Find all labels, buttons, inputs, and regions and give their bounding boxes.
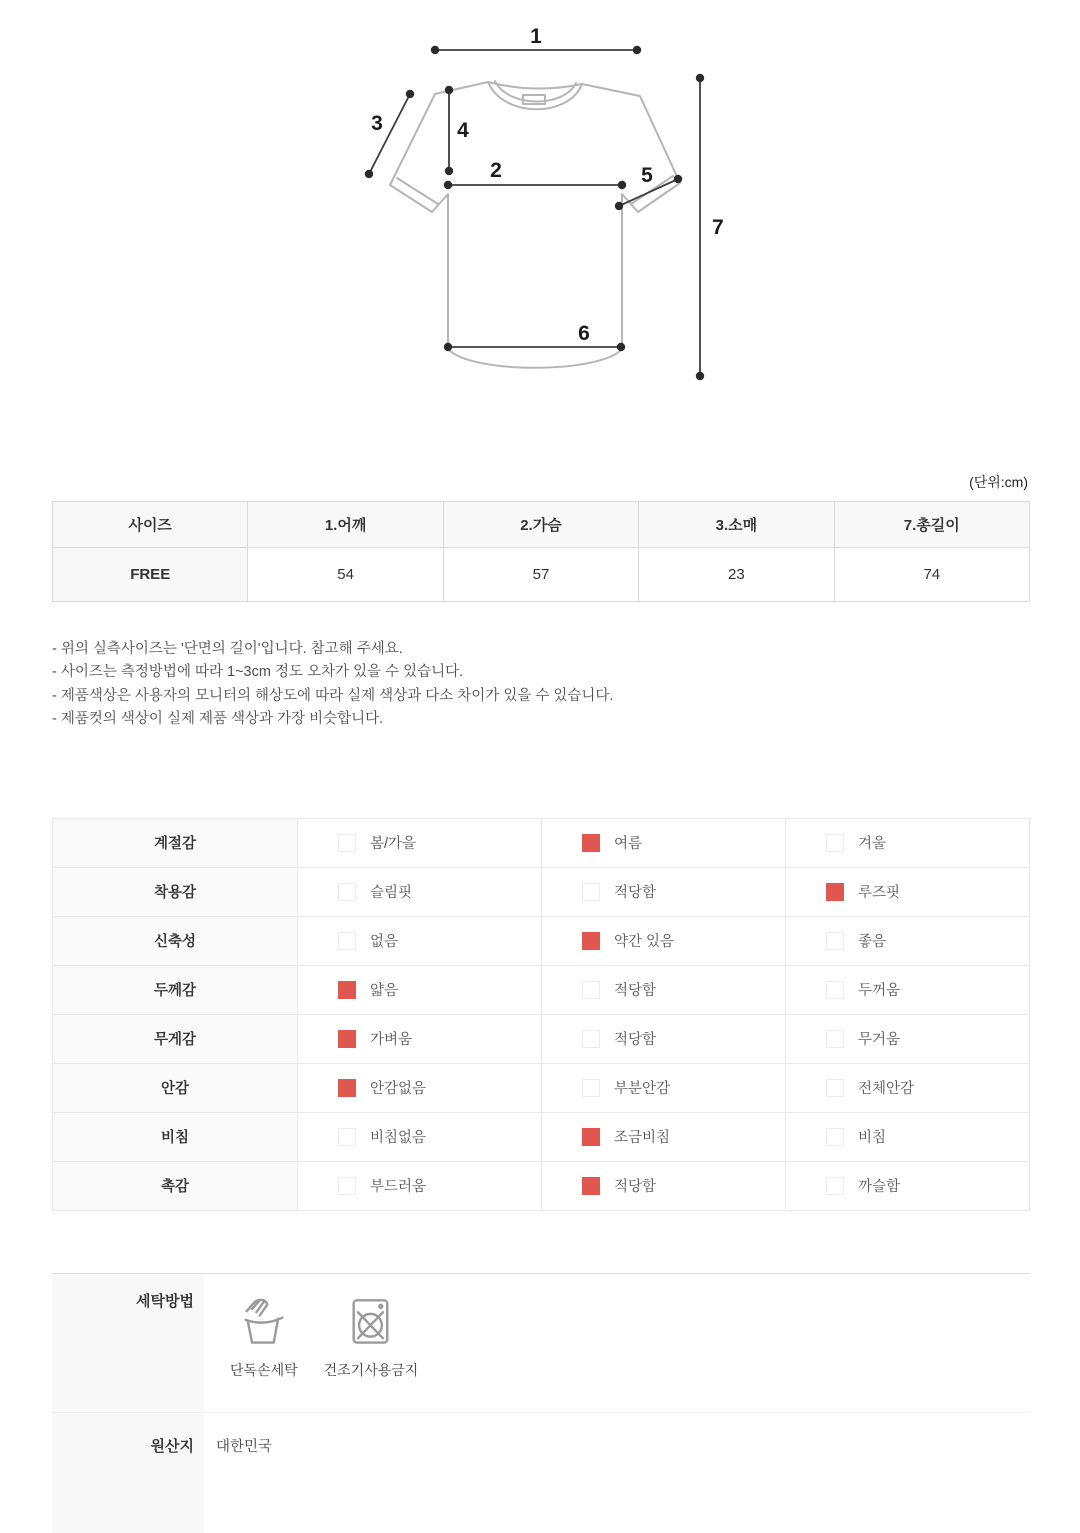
size-notes bbox=[52, 638, 1028, 732]
attr-option-label: 겨울 bbox=[858, 836, 887, 853]
attr-label: 두께감 bbox=[53, 965, 298, 1014]
origin-label: 원산지 bbox=[52, 1413, 204, 1533]
attr-row-thickness bbox=[53, 965, 1030, 1014]
attr-label: 착용감 bbox=[53, 867, 298, 916]
attr-option-label: 적당함 bbox=[614, 1032, 657, 1049]
note-line: - 사이즈는 측정방법에 따라 1~3cm 정도 오차가 있을 수 있습니다. bbox=[52, 664, 464, 681]
note-line: - 제품색상은 사용자의 모니터의 해상도에 따라 실제 색상과 다소 차이가 있을 수 있습니다. bbox=[52, 687, 614, 704]
attr-option-label: 슬림핏 bbox=[370, 885, 413, 902]
note-line: - 제품컷의 색상이 실제 제품 색상과 가장 비슷합니다. bbox=[52, 711, 384, 728]
wash-method-label: 세탁방법 bbox=[52, 1274, 204, 1412]
size-header-chest: 2.가슴 bbox=[443, 502, 638, 548]
checkbox-icon bbox=[582, 932, 600, 950]
measure-label-3: 3 bbox=[371, 112, 383, 135]
attr-row-fit bbox=[53, 867, 1030, 916]
checkbox-icon bbox=[582, 1030, 600, 1048]
size-value-chest: 57 bbox=[443, 548, 638, 602]
attr-row-stretch bbox=[53, 916, 1030, 965]
attr-row-lining bbox=[53, 1063, 1030, 1112]
origin-value: 대한민국 bbox=[216, 1438, 273, 1455]
attr-option-label: 적당함 bbox=[614, 885, 657, 902]
checkbox-icon bbox=[338, 981, 356, 999]
attribute-table bbox=[52, 818, 1030, 1211]
attr-option-label: 루즈핏 bbox=[858, 885, 901, 902]
size-value-shoulder: 54 bbox=[248, 548, 443, 602]
attr-label: 안감 bbox=[53, 1063, 298, 1112]
size-header-length: 7.총길이 bbox=[834, 502, 1029, 548]
no-tumble-dry-icon bbox=[345, 1296, 397, 1348]
attr-option-label: 조금비침 bbox=[614, 1130, 671, 1147]
checkbox-icon bbox=[338, 1128, 356, 1146]
size-table-header-row bbox=[53, 502, 1030, 548]
attr-option-label: 전체안감 bbox=[858, 1081, 915, 1098]
attr-option-label: 부분안감 bbox=[614, 1081, 671, 1098]
attr-option-label: 봄/가을 bbox=[370, 836, 417, 853]
checkbox-icon bbox=[826, 883, 844, 901]
checkbox-icon bbox=[582, 1177, 600, 1195]
origin-row bbox=[52, 1412, 1030, 1533]
checkbox-icon bbox=[338, 1177, 356, 1195]
attr-label: 계절감 bbox=[53, 818, 298, 867]
checkbox-icon bbox=[582, 883, 600, 901]
attr-label: 비침 bbox=[53, 1112, 298, 1161]
attr-label: 촉감 bbox=[53, 1161, 298, 1210]
checkbox-icon bbox=[338, 932, 356, 950]
checkbox-icon bbox=[582, 1079, 600, 1097]
attr-label: 신축성 bbox=[53, 916, 298, 965]
care-section bbox=[52, 1273, 1030, 1533]
measure-label-5: 5 bbox=[641, 164, 653, 187]
attr-option-label: 두꺼움 bbox=[858, 983, 901, 1000]
attr-option-label: 비침 bbox=[858, 1130, 887, 1147]
checkbox-icon bbox=[338, 1030, 356, 1048]
size-value-sleeve: 23 bbox=[639, 548, 834, 602]
attr-option-label: 여름 bbox=[614, 836, 643, 853]
size-header-shoulder: 1.어깨 bbox=[248, 502, 443, 548]
attr-option-label: 얇음 bbox=[370, 983, 399, 1000]
size-value-length: 74 bbox=[834, 548, 1029, 602]
checkbox-icon bbox=[338, 1079, 356, 1097]
checkbox-icon bbox=[338, 883, 356, 901]
unit-note: (단위:cm) bbox=[969, 474, 1028, 490]
measurement-diagram bbox=[0, 0, 1080, 420]
measure-label-2: 2 bbox=[490, 159, 502, 182]
attr-option-label: 까슬함 bbox=[858, 1179, 901, 1196]
wash-item-hand-wash bbox=[230, 1296, 298, 1380]
attr-option-label: 부드러움 bbox=[370, 1179, 427, 1196]
checkbox-icon bbox=[582, 834, 600, 852]
wash-item-caption: 단독손세탁 bbox=[230, 1361, 298, 1378]
checkbox-icon bbox=[338, 834, 356, 852]
attr-option-label: 적당함 bbox=[614, 983, 657, 1000]
size-table bbox=[52, 501, 1030, 602]
checkbox-icon bbox=[582, 981, 600, 999]
size-header-sleeve: 3.소매 bbox=[639, 502, 834, 548]
measure-label-7: 7 bbox=[712, 216, 724, 239]
attr-option-label: 안감없음 bbox=[370, 1081, 427, 1098]
checkbox-icon bbox=[826, 834, 844, 852]
checkbox-icon bbox=[826, 1177, 844, 1195]
hand-wash-icon bbox=[238, 1296, 290, 1348]
attr-row-season bbox=[53, 818, 1030, 867]
note-line: - 위의 실측사이즈는 '단면의 길이'입니다. 참고해 주세요. bbox=[52, 641, 403, 657]
checkbox-icon bbox=[826, 1128, 844, 1146]
attr-option-label: 비침없음 bbox=[370, 1130, 427, 1147]
wash-item-caption: 건조기사용금지 bbox=[323, 1361, 419, 1378]
attr-option-label: 약간 있음 bbox=[614, 934, 675, 951]
measure-label-1: 1 bbox=[530, 25, 542, 48]
wash-method-row bbox=[52, 1274, 1030, 1412]
size-table-row bbox=[53, 548, 1030, 602]
measure-label-4: 4 bbox=[457, 119, 469, 142]
attr-option-label: 무거움 bbox=[858, 1032, 901, 1049]
attr-option-label: 적당함 bbox=[614, 1179, 657, 1196]
wash-item-no-tumble-dry bbox=[324, 1296, 419, 1380]
checkbox-icon bbox=[582, 1128, 600, 1146]
attr-row-texture bbox=[53, 1161, 1030, 1210]
checkbox-icon bbox=[826, 1079, 844, 1097]
size-header-size: 사이즈 bbox=[53, 502, 248, 548]
attr-option-label: 가벼움 bbox=[370, 1032, 413, 1049]
size-value-name: FREE bbox=[53, 548, 248, 602]
checkbox-icon bbox=[826, 932, 844, 950]
attr-row-sheerness bbox=[53, 1112, 1030, 1161]
checkbox-icon bbox=[826, 981, 844, 999]
attr-label: 무게감 bbox=[53, 1014, 298, 1063]
checkbox-icon bbox=[826, 1030, 844, 1048]
attr-option-label: 없음 bbox=[370, 934, 399, 951]
attr-option-label: 좋음 bbox=[858, 934, 887, 951]
attr-row-weight bbox=[53, 1014, 1030, 1063]
tshirt-diagram-icon bbox=[350, 12, 730, 407]
measure-label-6: 6 bbox=[578, 322, 590, 345]
